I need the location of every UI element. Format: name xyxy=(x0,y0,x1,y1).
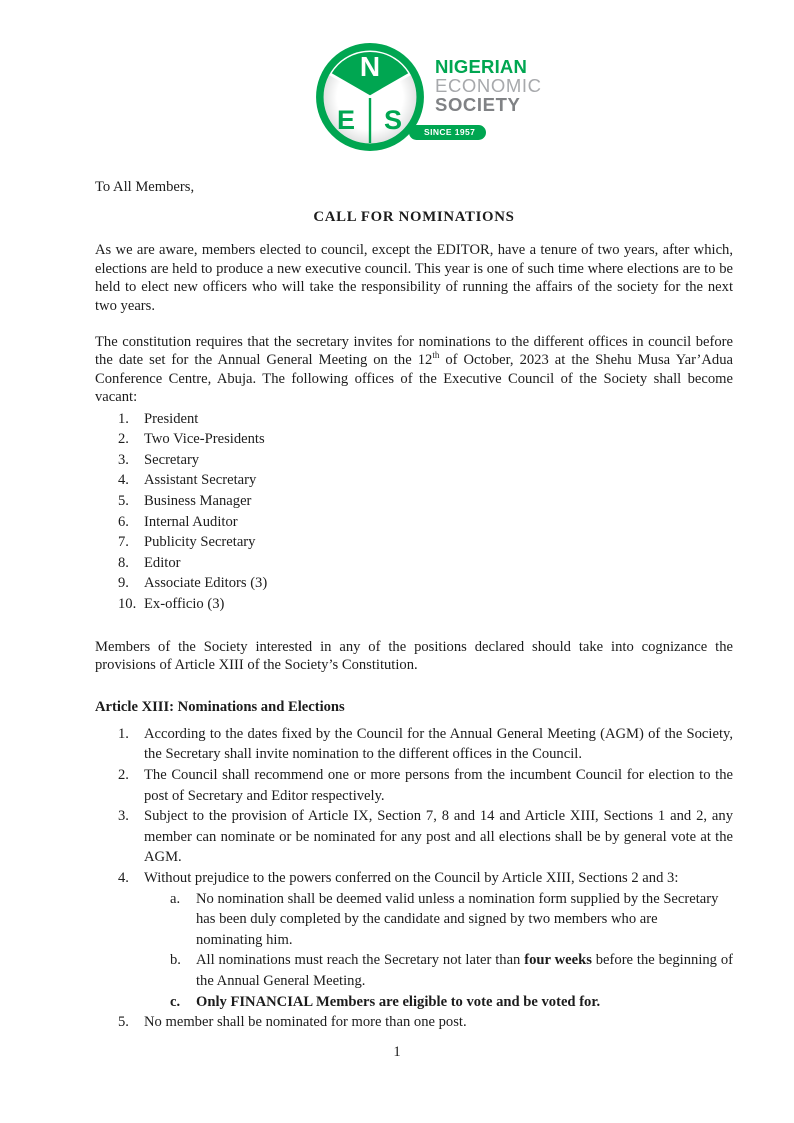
list-item-letter: c. xyxy=(170,993,181,1010)
list-item-number: 1. xyxy=(118,725,129,742)
list-item-label: Business Manager xyxy=(144,493,252,510)
article-item-4c xyxy=(95,992,733,1013)
document-title: CALL FOR NOMINATIONS xyxy=(313,209,515,226)
list-item-number: 9. xyxy=(118,575,129,592)
list-item-letter: b. xyxy=(170,952,181,969)
list-item-number: 2. xyxy=(118,767,129,783)
list-item-label: Assistant Secretary xyxy=(144,472,257,489)
paragraph-cognizance: Members of the Society interested in any of the positions declared should take into cognizance the provisions of Article XIII of the Society’s Constitution. xyxy=(95,638,733,673)
list-item-label: Ex-officio (3) xyxy=(144,596,225,612)
paragraph-intro: As we are aware, members elected to council, except the EDITOR, have a tenure of two years, after which, elections are held to produce a new executive council. This year is one of such time where elections are to be held to elect new officers who will take the responsibility of running the affairs of the society for the next two years. xyxy=(95,242,733,314)
list-item xyxy=(95,429,733,450)
logo-letter-n: N xyxy=(359,51,381,82)
list-item xyxy=(95,532,733,553)
logo-letter-e: E xyxy=(336,105,356,135)
article-item-text: No member shall be nominated for more than one post. xyxy=(144,1014,467,1031)
article-item-1 xyxy=(95,724,733,765)
list-item-number: 4. xyxy=(118,472,129,489)
list-item xyxy=(95,470,733,491)
article-item-text: Only FINANCIAL Members are eligible to vote and be voted for. xyxy=(196,993,601,1010)
list-item xyxy=(95,573,733,594)
item-4a-line2: has been duly completed by the candidate and signed by two members who are xyxy=(196,911,658,928)
article-item-5 xyxy=(95,1012,733,1033)
list-item-number: 6. xyxy=(118,513,129,530)
constitution-text-before-sup: The constitution requires that the secretary invites for nominations to the different offices in council before the date set for the Annual General Meeting on the 12 xyxy=(95,334,733,369)
list-item xyxy=(95,409,733,430)
list-item-number: 3. xyxy=(118,808,129,825)
vacant-offices-list xyxy=(95,409,733,615)
salutation: To All Members, xyxy=(95,179,195,195)
list-item-letter: a. xyxy=(170,890,181,907)
list-item xyxy=(95,594,733,615)
letter-body xyxy=(0,178,794,1033)
org-name xyxy=(435,57,542,114)
logo-letter-s: S xyxy=(383,105,403,135)
list-item xyxy=(95,450,733,471)
list-item-number: 5. xyxy=(118,1014,129,1031)
list-item xyxy=(95,553,733,574)
list-item-label: President xyxy=(144,410,199,427)
list-item-number: 8. xyxy=(118,554,129,571)
article-item-4b xyxy=(95,950,733,991)
org-name-line1: NIGERIAN xyxy=(435,56,528,77)
list-item-number: 10. xyxy=(118,596,137,612)
article-item-text: According to the dates fixed by the Council for the Annual General Meeting (AGM) of the Society, the Secretary shall invite nomination to the different offices in the Council. xyxy=(144,725,733,763)
org-name-line3: SOCIETY xyxy=(435,94,521,115)
item-4b-text-before: All nominations must reach the Secretary not later than xyxy=(196,952,525,969)
list-item-number: 2. xyxy=(118,431,129,448)
list-item-label: Publicity Secretary xyxy=(144,534,256,551)
list-item xyxy=(95,512,733,533)
ordinal-superscript: th xyxy=(432,350,440,361)
since-1957-badge: SINCE 1957 xyxy=(409,125,486,140)
list-item-label: Associate Editors (3) xyxy=(144,575,268,592)
list-item-number: 3. xyxy=(118,451,129,468)
item-4a-line3: nominating him. xyxy=(196,931,293,948)
nes-logo xyxy=(316,42,566,158)
article-item-text xyxy=(196,889,733,951)
article-item-2 xyxy=(95,765,733,806)
list-item-label: Internal Auditor xyxy=(144,513,238,530)
list-item-number: 7. xyxy=(118,534,129,551)
list-item-label: Secretary xyxy=(144,451,200,468)
item-4a-line1: No nomination shall be deemed valid unless a nomination form supplied by the Secretary xyxy=(196,890,719,907)
item-4b-bold-text: four weeks xyxy=(524,952,592,969)
list-item-label: Two Vice-Presidents xyxy=(144,431,265,448)
list-item-number: 1. xyxy=(118,410,129,427)
list-item-number: 4. xyxy=(118,869,129,886)
paragraph-constitution xyxy=(95,333,733,407)
article-item-text: The Council shall recommend one or more persons from the incumbent Council for election to the post of Secretary and Editor respectively. xyxy=(144,767,733,804)
list-item-number: 5. xyxy=(118,493,129,510)
article-item-text: Subject to the provision of Article IX, Section 7, 8 and 14 and Article XIII, Sections 1 and 2, any member can nominate or be nominated for any post and all elections shall be by general vote at the AGM. xyxy=(144,808,733,866)
org-name-line2: ECONOMIC xyxy=(435,75,542,96)
constitution-text-after-sup: of October, 2023 at the Shehu Musa Yar’Adua Conference Centre, Abuja. The following offices of the Executive Council of the Society shall become vacant: xyxy=(95,352,733,406)
list-item-label: Editor xyxy=(144,554,181,571)
article-heading: Article XIII: Nominations and Elections xyxy=(95,699,345,716)
article-item-4a xyxy=(95,889,733,951)
article-item-3 xyxy=(95,806,733,868)
article-item-4 xyxy=(95,868,733,889)
page-number: 1 xyxy=(393,1044,401,1060)
article-rules-list xyxy=(95,724,733,1033)
list-item xyxy=(95,491,733,512)
article-item-text: Without prejudice to the powers conferred on the Council by Article XIII, Sections 2 and 3: xyxy=(144,869,679,886)
article-item-text xyxy=(196,950,733,991)
item-4b-text-after: before the beginning of the Annual General Meeting. xyxy=(196,952,733,989)
nes-circle-icon xyxy=(316,43,424,151)
